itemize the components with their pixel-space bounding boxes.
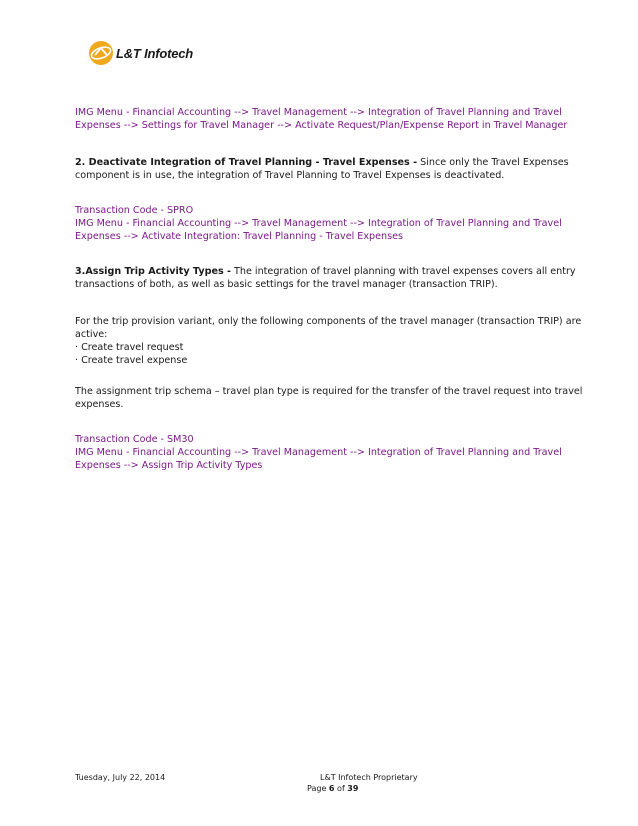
sm30-block	[75, 433, 562, 472]
img-path-line: Expenses --> Activate Integration: Travel Planning - Travel Expenses	[75, 231, 404, 242]
section-text: The integration of travel planning with travel expenses covers all entry	[230, 266, 576, 277]
img-path-line: Expenses --> Settings for Travel Manager --> Activate Request/Plan/Expense Report in Travel Manager	[75, 120, 568, 131]
img-path-line: IMG Menu - Financial Accounting --> Travel Management --> Integration of Travel Planning and Travel	[75, 447, 562, 458]
section-assign-trip-activity	[75, 265, 576, 291]
transaction-code: Transaction Code - SM30	[75, 434, 194, 445]
img-path-line: IMG Menu - Financial Accounting --> Travel Management --> Integration of Travel Planning and Travel	[75, 218, 562, 229]
section-line	[75, 156, 569, 169]
footer-date: Tuesday, July 22, 2014	[75, 773, 166, 782]
transaction-code: Transaction Code - SPRO	[75, 205, 194, 216]
list-item: · Create travel expense	[75, 355, 188, 366]
page-total: 39	[347, 784, 359, 793]
page-of: of	[334, 784, 348, 793]
footer-proprietary: L&T Infotech Proprietary	[320, 773, 418, 782]
section-line	[75, 265, 576, 278]
img-path-line: Expenses --> Assign Trip Activity Types	[75, 460, 263, 471]
section-text: Since only the Travel Expenses	[417, 157, 569, 168]
spro-block	[75, 204, 562, 243]
section-deactivate-integration	[75, 156, 569, 182]
assignment-line: expenses.	[75, 399, 124, 410]
company-logo	[88, 40, 193, 66]
section-line: transactions of both, as well as basic settings for the travel manager (transaction TRIP).	[75, 279, 498, 290]
section-line: component is in use, the integration of Travel Planning to Travel Expenses is deactivated.	[75, 170, 505, 181]
provision-line: For the trip provision variant, only the following components of the travel manager (transaction TRIP) are	[75, 316, 582, 327]
brand-name: L&T Infotech	[116, 45, 194, 61]
img-path-block-1	[75, 106, 567, 132]
section-heading: 2. Deactivate Integration of Travel Planning - Travel Expenses -	[75, 157, 418, 168]
img-path-line: IMG Menu - Financial Accounting --> Travel Management --> Integration of Travel Planning and Travel	[75, 107, 562, 118]
section-heading: 3.Assign Trip Activity Types -	[75, 266, 231, 277]
assignment-block	[75, 385, 582, 411]
page-current: 6	[328, 784, 335, 793]
provision-line: active:	[75, 329, 108, 340]
list-item: · Create travel request	[75, 342, 184, 353]
page-prefix: Page	[307, 784, 329, 793]
provision-block	[75, 315, 581, 367]
lt-logo-icon	[88, 40, 114, 66]
page-number	[307, 783, 358, 794]
assignment-line: The assignment trip schema – travel plan type is required for the transfer of the travel request into travel	[75, 386, 583, 397]
